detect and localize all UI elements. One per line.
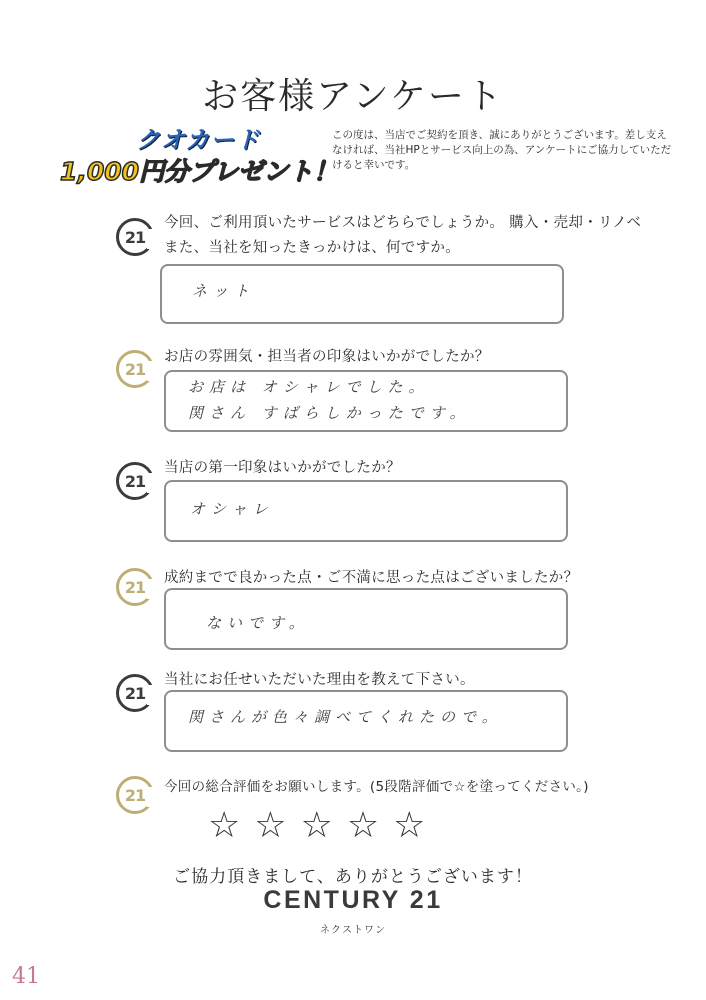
century21-badge-icon: 21 — [116, 674, 154, 712]
answer-4-line-1: ないです。 — [206, 614, 310, 632]
promo-line-2: 1,000円分プレゼント！ — [60, 157, 339, 186]
question-2-line-1: お店の雰囲気・担当者の印象はいかがでしたか？ — [164, 349, 490, 365]
question-1-line-2: また、当社を知ったきっかけは、何ですか。 — [164, 240, 460, 256]
company-name: ネクストワン — [320, 925, 386, 936]
answer-5-line-1: 関さんが色々調べてくれたので。 — [188, 708, 503, 726]
star-icon[interactable]: ☆ — [346, 805, 380, 846]
question-6-line-1: 今回の総合評価をお願いします。(5段階評価で☆を塗ってください。) — [164, 779, 589, 795]
question-1-line-1: 今回、ご利用頂いたサービスはどちらでしょうか。 購入・売却・リノベ — [164, 215, 642, 231]
century21-logo: CENTURY 21 — [263, 886, 443, 914]
answer-box-1[interactable] — [160, 264, 564, 324]
star-icon[interactable]: ☆ — [393, 805, 426, 846]
answer-box-2[interactable] — [164, 370, 568, 432]
page-number: 41 — [12, 964, 40, 989]
answer-2-line-2: 関さん すばらしかったです。 — [188, 404, 471, 422]
answer-2-line-1: お店は オシャレでした。 — [188, 378, 430, 396]
answer-box-5[interactable] — [164, 690, 568, 752]
thanks-message: ご協力頂きまして、ありがとうございます！ — [173, 867, 533, 887]
rating-stars[interactable] — [208, 805, 426, 846]
star-icon[interactable]: ☆ — [208, 805, 241, 846]
century21-badge-icon: 21 — [116, 350, 154, 388]
answer-1-line-1: ネット — [192, 282, 256, 300]
answer-box-3[interactable] — [164, 480, 568, 542]
page-title: お客様アンケート — [202, 76, 504, 117]
century21-badge-icon: 21 — [116, 462, 154, 500]
star-icon[interactable]: ☆ — [254, 805, 287, 846]
question-3-line-1: 当店の第一印象はいかがでしたか？ — [164, 460, 401, 476]
intro-text: この度は、当店でご契約を頂き、誠にありがとうございます。差し支えなければ、当社HPとサービス向上の為、アンケートにご協力していただけると幸いです。 — [332, 129, 672, 171]
century21-badge-icon: 21 — [116, 218, 154, 256]
century21-badge-icon: 21 — [116, 568, 154, 606]
question-4-line-1: 成約までで良かった点・ご不満に思った点はございましたか？ — [164, 570, 579, 586]
star-icon[interactable]: ☆ — [300, 805, 333, 846]
promo-line-1: クオカード — [136, 126, 261, 154]
quo-card-promo — [56, 120, 339, 190]
question-5-line-1: 当社にお任せいただいた理由を教えて下さい。 — [164, 672, 475, 688]
century21-badge-icon: 21 — [116, 776, 154, 814]
answer-3-line-1: オシャレ — [190, 500, 274, 518]
answer-box-4[interactable] — [164, 588, 568, 650]
